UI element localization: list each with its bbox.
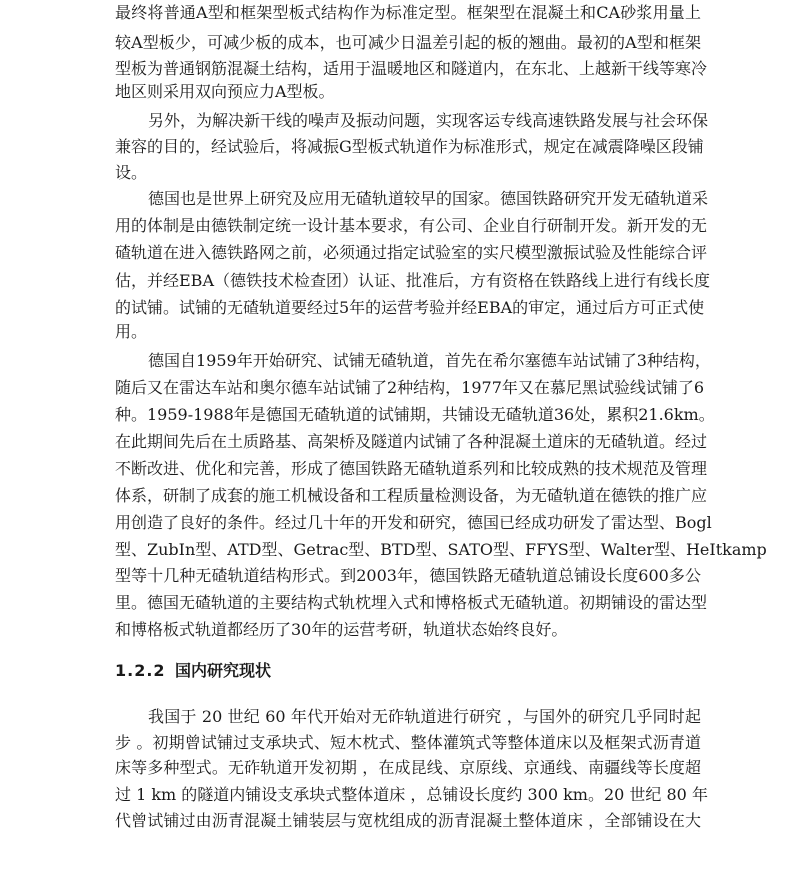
text-line: 德国也是世界上研究及应用无碴轨道较早的国家。德国铁路研究开发无碴轨道采 <box>148 189 709 208</box>
section-heading <box>115 660 271 682</box>
text-line: 最终将普通A型和框架型板式结构作为标准定型。框架型在混凝土和CA砂浆用量上 <box>115 3 701 22</box>
section-number: 1.2.2 <box>115 661 166 680</box>
text-line: 用。 <box>115 322 148 341</box>
text-line: 用创造了良好的条件。经过几十年的开发和研究，德国已经成功研发了雷达型、Bogl <box>115 513 712 532</box>
text-line: 另外，为解决新干线的噪声及振动问题，实现客运专线高速铁路发展与社会环保 <box>148 111 709 130</box>
text-line: 型等十几种无碴轨道结构形式。到2003年，德国铁路无碴轨道总铺设长度600多公 <box>115 566 701 585</box>
text-line: 随后又在雷达车站和奥尔德车站试铺了2种结构，1977年又在慕尼黑试验线试铺了6 <box>115 378 705 397</box>
text-line: 兼容的目的，经试验后，将减振G型板式轨道作为标准形式，规定在减震降噪区段铺 <box>115 137 704 156</box>
text-line: 碴轨道在进入德铁路网之前，必须通过指定试验室的实尺模型激振试验及性能综合评 <box>115 243 708 262</box>
text-line: 过 1 km 的隧道内铺设支承块式整体道床 ，总铺设长度约 300 km。20 世纪 80 年 <box>115 785 708 804</box>
text-line: 我国于 20 世纪 60 年代开始对无砟轨道进行研究 ，与国外的研究几乎同时起 <box>148 707 701 726</box>
text-line: 估，并经EBA（德铁技术检查团）认证、批准后，方有资格在铁路线上进行有线长度 <box>115 271 710 290</box>
text-line: 型板为普通钢筋混凝土结构，适用于温暖地区和隧道内，在东北、上越新干线等寒冷 <box>115 59 708 78</box>
text-line: 种。1959-1988年是德国无碴轨道的试铺期，共铺设无碴轨道36处，累积21.6km。 <box>115 405 715 424</box>
text-line: 步 。初期曾试铺过支承块式、短木枕式、整体灌筑式等整体道床以及框架式沥青道 <box>115 733 701 752</box>
text-line: 德国自1959年开始研究、试铺无碴轨道，首先在希尔塞德车站试铺了3种结构， <box>148 351 711 370</box>
text-line: 和博格板式轨道都经历了30年的运营考研，轨道状态始终良好。 <box>115 620 568 639</box>
text-line: 较A型板少，可减少板的成本，也可减少日温差引起的板的翘曲。最初的A型和框架 <box>115 33 701 52</box>
text-line: 床等多种型式。无砟轨道开发初期 ，在成昆线、京原线、京通线、南疆线等长度超 <box>115 758 701 777</box>
text-line: 用的体制是由德铁制定统一设计基本要求，有公司、企业自行研制开发。新开发的无 <box>115 216 708 235</box>
text-line: 在此期间先后在土质路基、高架桥及隧道内试铺了各种混凝土道床的无碴轨道。经过 <box>115 432 708 451</box>
text-line: 不断改进、优化和完善，形成了德国铁路无碴轨道系列和比较成熟的技术规范及管理 <box>115 459 708 478</box>
text-line: 的试铺。试铺的无碴轨道要经过5年的运营考验并经EBA的审定，通过后方可正式使 <box>115 298 705 317</box>
text-line: 体系，研制了成套的施工机械设备和工程质量检测设备，为无碴轨道在德铁的推广应 <box>115 486 708 505</box>
text-line: 里。德国无碴轨道的主要结构式轨枕埋入式和博格板式无碴轨道。初期铺设的雷达型 <box>115 593 708 612</box>
text-line: 型、ZubⅠn型、ATD型、Getrac型、BTD型、SATO型、FFYS型、Walter型、HeⅠtkamp <box>115 540 767 559</box>
text-line: 代曾试铺过由沥青混凝土铺装层与宽枕组成的沥青混凝土整体道床 ，全部铺设在大 <box>115 811 701 830</box>
section-title: 国内研究现状 <box>175 661 272 680</box>
text-line: 地区则采用双向预应力A型板。 <box>115 82 335 101</box>
text-line: 设。 <box>115 163 148 182</box>
